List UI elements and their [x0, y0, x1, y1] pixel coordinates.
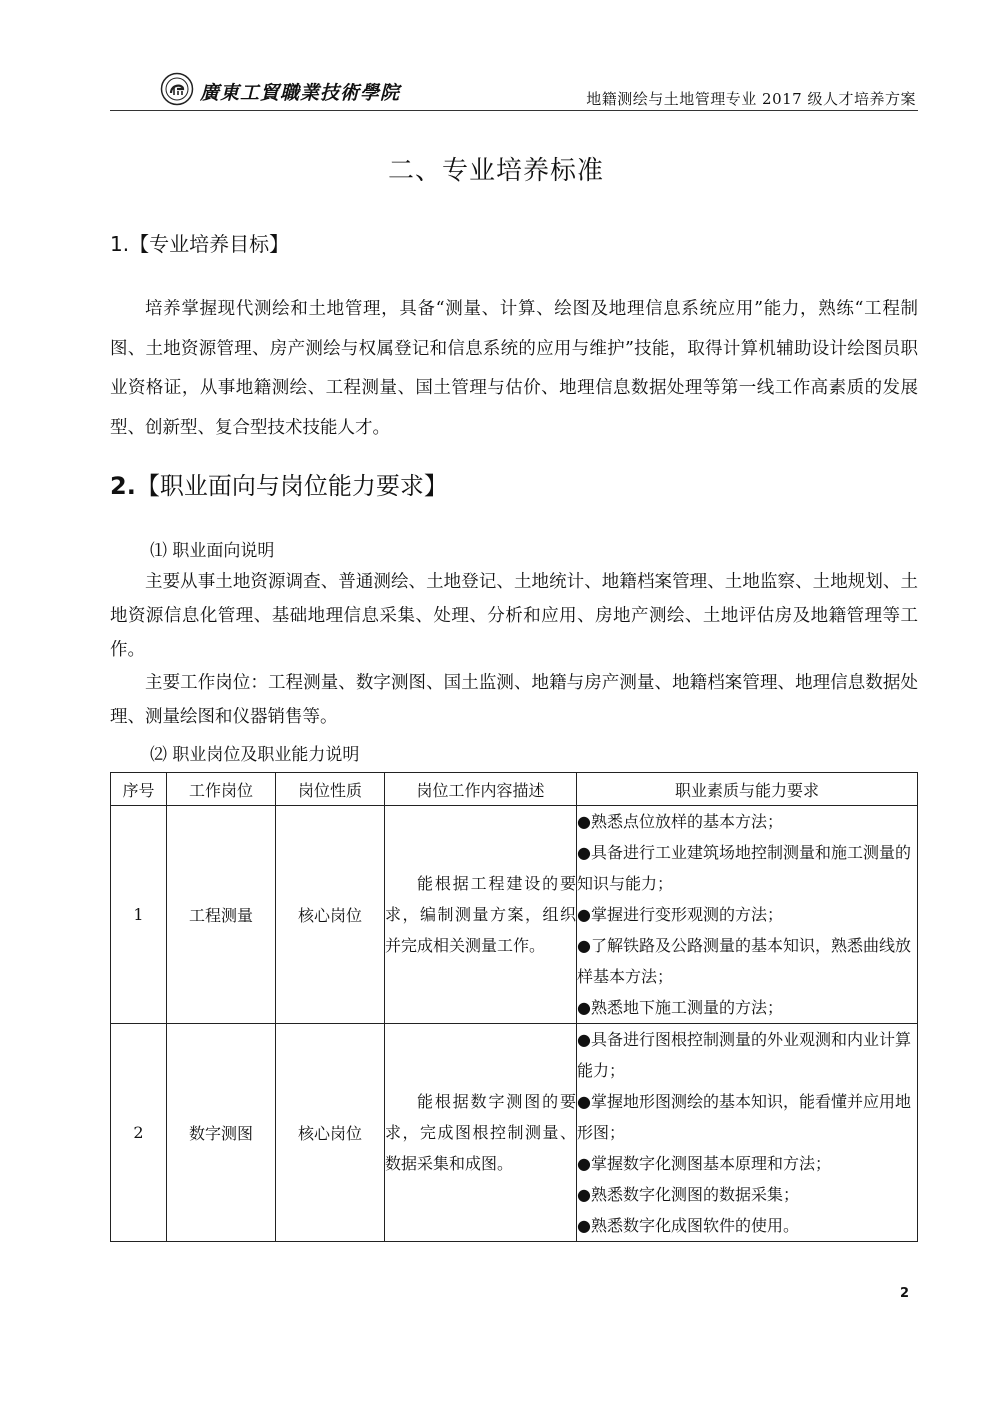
requirement-item: ●掌握地形图测绘的基本知识，能看懂并应用地形图；: [577, 1092, 911, 1142]
career-heading-number: 2.: [110, 472, 136, 500]
requirement-item: ●具备进行图根控制测量的外业观测和内业计算能力；: [577, 1030, 911, 1080]
cell-no: 2: [111, 1024, 167, 1242]
page-header: [110, 66, 918, 111]
job-positions-table: [110, 772, 918, 1242]
header-cell-no: 序号: [111, 773, 167, 806]
cell-description: [385, 806, 577, 1024]
career-heading: [110, 466, 448, 501]
requirement-item: ●熟悉点位放样的基本方法；: [577, 812, 783, 831]
header-cell-requirements: 职业素质与能力要求: [577, 773, 918, 806]
goal-heading: 1.【专业培养目标】: [110, 232, 290, 256]
cell-nature: 核心岗位: [276, 1024, 385, 1242]
table-row: [111, 1024, 918, 1242]
requirement-item: ●了解铁路及公路测量的基本知识，熟悉曲线放样基本方法；: [577, 936, 911, 986]
requirement-item: ●具备进行工业建筑场地控制测量和施工测量的知识与能力；: [577, 843, 911, 893]
cell-nature: 核心岗位: [276, 806, 385, 1024]
page-number: 2: [900, 1286, 910, 1301]
requirement-item: ●掌握进行变形观测的方法；: [577, 905, 783, 924]
cell-requirements: [577, 806, 918, 1024]
school-name: 廣東工貿職業技術學院: [200, 82, 401, 104]
career-subheading-2: ⑵ 职业岗位及职业能力说明: [150, 745, 360, 765]
cell-no: 1: [111, 806, 167, 1024]
header-cell-nature: 岗位性质: [276, 773, 385, 806]
career-subheading-1: ⑴ 职业面向说明: [150, 541, 275, 561]
section-title: 二、专业培养标准: [387, 156, 604, 186]
requirement-item: ●熟悉数字化测图的数据采集；: [577, 1185, 799, 1204]
description-text: 能根据工程建设的要求，编制测量方案，组织并完成相关测量工作。: [385, 874, 576, 955]
header-cell-post: 工作岗位: [167, 773, 276, 806]
table-header-row: [111, 773, 918, 806]
cell-description: [385, 1024, 577, 1242]
header-cell-description: 岗位工作内容描述: [385, 773, 577, 806]
goal-paragraph: 培养掌握现代测绘和土地管理，具备“测量、计算、绘图及地理信息系统应用”能力，熟练“工程制图、土地资源管理、房产测绘与权属登记和信息系统的应用与维护”技能，取得计算机辅助设计绘图员职业资格证，从事地籍测绘、工程测量、国土管理与估价、地理信息数据处理等第一线工作高素质的发展型、创新型、复合型技术技能人才。: [110, 299, 918, 438]
requirement-item: ●熟悉地下施工测量的方法；: [577, 998, 783, 1017]
requirement-item: ●熟悉数字化成图软件的使用。: [577, 1216, 799, 1235]
requirement-item: ●掌握数字化测图基本原理和方法；: [577, 1154, 831, 1173]
description-text: 能根据数字测图的要求，完成图根控制测量、数据采集和成图。: [385, 1092, 576, 1173]
career-heading-text: 【职业面向与岗位能力要求】: [135, 472, 448, 500]
cell-requirements: [577, 1024, 918, 1242]
career-paragraph-2: 主要工作岗位：工程测量、数字测图、国土监测、地籍与房产测量、地籍档案管理、地理信息数据处理、测量绘图和仪器销售等。: [110, 673, 918, 727]
cell-post: 数字测图: [167, 1024, 276, 1242]
document-title: 地籍测绘与土地管理专业 2017 级人才培养方案: [586, 90, 916, 108]
career-paragraph-1: 主要从事土地资源调查、普通测绘、土地登记、土地统计、地籍档案管理、土地监察、土地规划、土地资源信息化管理、基础地理信息采集、处理、分析和应用、房地产测绘、土地评估房及地籍管理等工作。: [110, 572, 918, 660]
school-logo-icon: [160, 72, 194, 106]
cell-post: 工程测量: [167, 806, 276, 1024]
table-row: [111, 806, 918, 1024]
